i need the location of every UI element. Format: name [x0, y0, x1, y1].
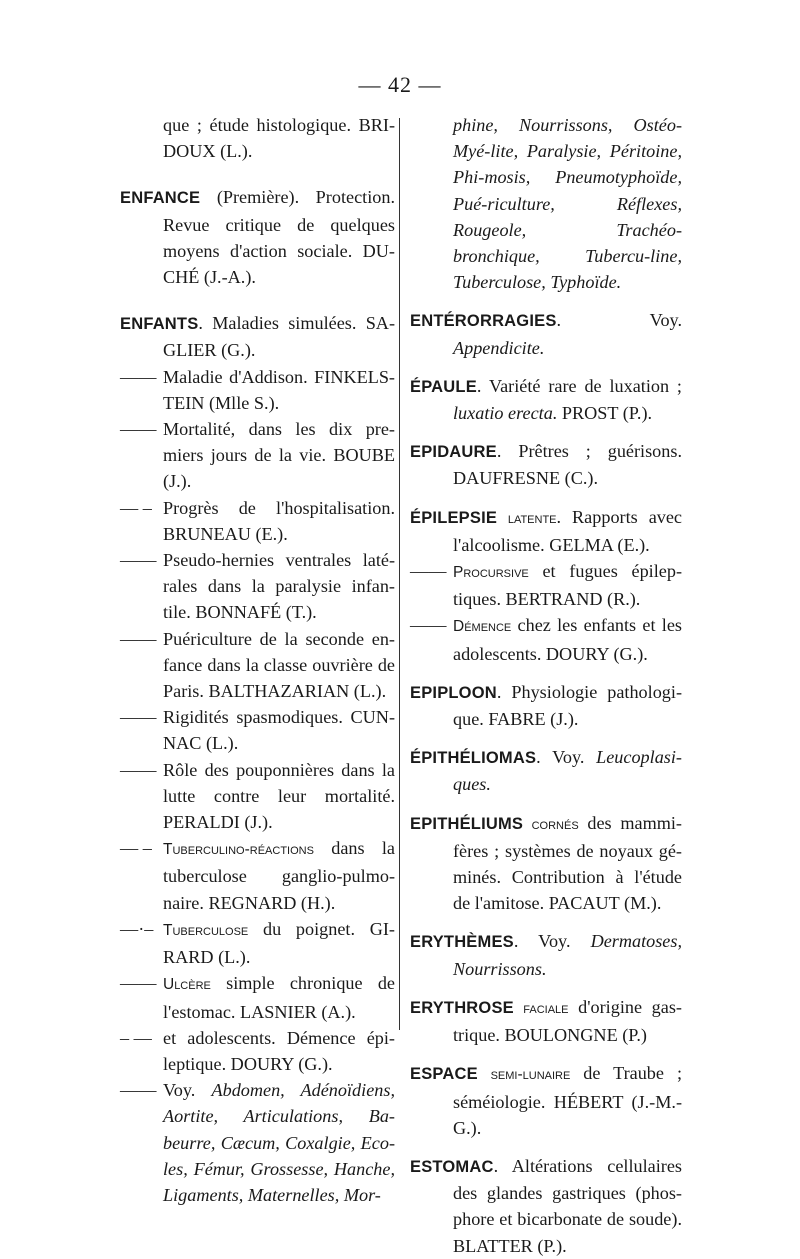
ditto-dash: —— — [120, 419, 157, 440]
ditto-dash: —— — [120, 628, 157, 649]
index-subentry: —·– Tuberculose du poignet. GI-RARD (L.). — [120, 916, 395, 970]
index-entry: EPITHÉLIUMS cornés des mammi-fères ; systèmes de noyaux gé-minés. Contribution à l'étude de l'amitose. PACAUT (M.). — [410, 812, 682, 914]
subheading: Ulcère — [163, 976, 211, 994]
entry-heading: ÉPILEPSIE — [410, 508, 498, 527]
index-entry: EPIDAURE. Prêtres ; guérisons. DAUFRESNE (C.). — [410, 441, 682, 489]
ditto-dash: — – — [120, 497, 152, 518]
entry-heading: ERYTHROSE — [410, 998, 514, 1017]
index-subentry: —— Rôle des pouponnières dans la lutte contre leur mortalité. PERALDI (J.). — [120, 757, 395, 836]
entry-heading: EPIPLOON — [410, 683, 497, 702]
index-entry: EPIPLOON. Physiologie pathologi-que. FABRE (J.). — [410, 681, 682, 730]
index-subentry: —— Procursive et fugues épilep-tiques. BERTRAND (R.). — [410, 558, 682, 612]
index-subentry: —— Pseudo-hernies ventrales laté-rales dans la paralysie infan-tile. BONNAFÉ (T.). — [120, 547, 395, 626]
index-entry — [410, 112, 682, 295]
cross-reference: phine, Nourrissons, Ostéo-Myé-lite, Paralysie, Péritoine, Phi-mosis, Pneumotyphoïde, Pué-riculture, Réflexes, Rougeole, Trachéo-bronchique, Tubercu-line, Tuberculose, Typhoïde. — [453, 115, 682, 293]
entry-heading: ENFANTS — [120, 315, 199, 334]
index-subentry: —— Puériculture de la seconde en-fance dans la classe ouvrière de Paris. BALTHAZARIAN (L.). — [120, 626, 395, 705]
index-entry: ERYTHÈMES. Voy. Dermatoses, Nourrissons. — [410, 931, 682, 979]
index-entry: ENFANTS. Maladies simulées. SA-GLIER (G.). — [120, 313, 395, 361]
index-entry: ENFANCE (Première). Protection. Revue critique de quelques moyens d'action sociale. DU-CHÉ (J.-A.). — [120, 187, 395, 288]
index-entry: ENTÉRORRAGIES. Voy. Appendicite. — [410, 310, 682, 358]
ditto-dash: —— — [120, 759, 157, 780]
index-subentry: — – Tuberculino-réactions dans la tuberculose ganglio-pulmo-naire. REGNARD (H.). — [120, 835, 395, 916]
index-entry: que ; étude histologique. BRI-DOUX (L.). — [163, 115, 395, 162]
ditto-dash: —·– — [120, 918, 154, 939]
ditto-dash: —— — [410, 615, 447, 636]
ditto-dash: – — — [120, 1027, 152, 1048]
index-entry: ESPACE semi-lunaire de Traube ; séméiologie. HÉBERT (J.-M.-G.). — [410, 1063, 683, 1138]
index-entry: ERYTHROSE faciale d'origine gas-trique. BOULONGNE (P.) — [410, 996, 682, 1046]
entry-heading: ENTÉRORRAGIES — [410, 312, 557, 331]
ditto-dash: — – — [120, 838, 152, 859]
entry-heading: ENFANCE — [120, 189, 201, 208]
ditto-dash: —— — [120, 366, 157, 387]
ditto-dash: —— — [120, 550, 157, 571]
subheading: Tuberculino-réactions — [163, 841, 314, 859]
index-subentry: — – Progrès de l'hospitalisation. BRUNEAU (E.). — [120, 495, 395, 547]
index-subentry: —— Maladie d'Addison. FINKELS-TEIN (Mlle S.). — [120, 364, 395, 416]
ditto-dash: —— — [410, 561, 447, 582]
index-entry: ÉPAULE. Variété rare de luxation ; luxatio erecta. PROST (P.). — [410, 375, 682, 424]
cross-reference: Dermatoses, Nourrissons. — [453, 931, 682, 979]
entry-heading: ERYTHÈMES — [410, 933, 514, 952]
ditto-dash: —— — [120, 1080, 157, 1101]
index-subentry: —— Voy. Abdomen, Adénoïdiens, Aortite, Articulations, Ba-beurre, Cæcum, Coxalgie, Eco-les, Fémur, Grossesse, Hanche, Ligaments, Maternelles, Mor- — [120, 1077, 395, 1208]
entry-heading: ESTOMAC — [410, 1157, 494, 1176]
cross-reference: Abdomen, Adénoïdiens, Aortite, Articulations, Ba-beurre, Cæcum, Coxalgie, Eco-les, Fémur, Grossesse, Hanche, Ligaments, Maternelles, Mor- — [163, 1080, 395, 1205]
entry-heading: EPIDAURE — [410, 443, 497, 462]
index-subentry: —— Rigidités spasmodiques. CUN-NAC (L.). — [120, 704, 395, 756]
subheading: faciale — [513, 999, 569, 1017]
subheading: semi-lunaire — [477, 1066, 571, 1084]
right-column — [410, 112, 682, 1259]
subheading: Démence — [453, 618, 512, 636]
entry-heading: ÉPAULE — [410, 377, 477, 396]
column-divider — [399, 118, 400, 1030]
index-entry: ESTOMAC. Altérations cellulaires des glandes gastriques (phos-phore et bicarbonate de soude). BLATTER (P.). — [410, 1155, 682, 1256]
subheading: cornés — [523, 815, 579, 833]
ditto-dash: —— — [120, 973, 157, 994]
index-subentry: – — et adolescents. Démence épi-leptique. DOURY (G.). — [120, 1025, 395, 1077]
entry-heading: EPITHÉLIUMS — [410, 814, 524, 833]
index-subentry: —— Ulcère simple chronique de l'estomac. LASNIER (A.). — [120, 970, 395, 1024]
entry-heading: ÉPITHÉLIOMAS — [410, 749, 537, 768]
entry-heading: ESPACE — [410, 1065, 478, 1084]
index-entry: ÉPITHÉLIOMAS. Voy. Leucoplasi-ques. — [410, 747, 682, 795]
subheading: latente — [497, 509, 557, 527]
subheading: Procursive — [453, 564, 529, 582]
index-entry: ÉPILEPSIE latente. Rapports avec l'alcoolisme. GELMA (E.). — [410, 506, 682, 555]
left-column — [120, 112, 395, 1208]
page-number: — 42 — — [358, 72, 442, 97]
index-subentry: —— Mortalité, dans les dix pre-miers jours de la vie. BOUBE (J.). — [120, 416, 395, 495]
index-subentry: —— Démence chez les enfants et les adolescents. DOURY (G.). — [410, 612, 682, 666]
cross-reference: Appendicite. — [453, 337, 545, 358]
ditto-dash: —— — [120, 707, 157, 728]
subheading: Tuberculose — [163, 921, 249, 939]
cross-reference: Leucoplasi-ques. — [453, 747, 682, 795]
